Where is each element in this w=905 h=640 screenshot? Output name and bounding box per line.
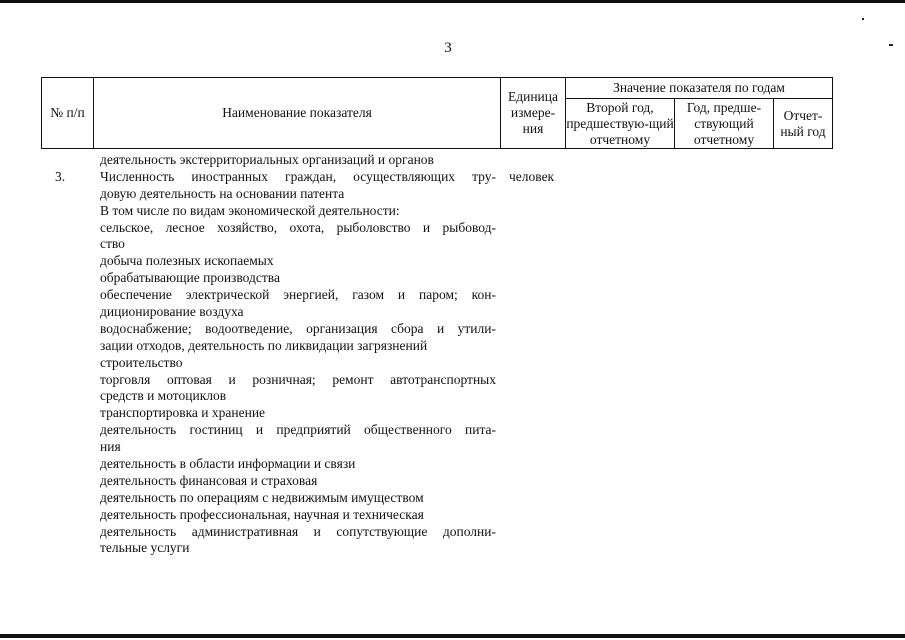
activity-line: средств и мотоциклов: [100, 388, 227, 404]
activity-line: деятельность финансовая и страховая: [100, 472, 318, 488]
unit-cell: человек: [509, 169, 555, 184]
row-number: 3.: [55, 169, 66, 184]
activity-line: деятельность профессиональная, научная и техническая: [100, 506, 424, 522]
activity-line: деятельность в области информации и связи: [100, 456, 356, 472]
top-border-line: [0, 0, 905, 3]
activity-line: водоснабжение; водоотведение, организация сбора и утили-: [100, 320, 496, 336]
activity-line: обрабатывающие производства: [100, 270, 280, 286]
activity-line: обеспечение электрической энергией, газом и паром; кон-: [100, 287, 496, 303]
activity-line: ство: [100, 236, 125, 252]
activity-line: деятельность административная и сопутствующие дополни-: [100, 523, 496, 539]
indicator-table-header: [41, 77, 833, 149]
continuation-line: деятельность экстерриториальных организаций и органов: [100, 152, 434, 167]
activity-line: ния: [100, 439, 121, 455]
column-header-values-group: Значение показателя по годам: [566, 78, 833, 99]
indicator-title-line: Численность иностранных граждан, осуществляющих тру-: [100, 168, 496, 184]
activity-line: деятельность гостиниц и предприятий общественного пита-: [100, 422, 496, 438]
column-header-name: Наименование показателя: [94, 78, 501, 149]
page-number: 3: [444, 40, 452, 56]
activity-line: торговля оптовая и розничная; ремонт автотранспортных: [100, 371, 496, 387]
column-header-year-2: Год, предше-ствующий отчетному: [675, 99, 774, 149]
column-header-unit: Единица измере-ния: [501, 78, 566, 149]
scan-speck: [889, 44, 893, 46]
column-header-number: № п/п: [42, 78, 94, 149]
activity-line: тельные услуги: [100, 540, 190, 556]
activity-line: зации отходов, деятельность по ликвидации загрязнений: [100, 337, 428, 353]
activity-line: транспортировка и хранение: [100, 405, 266, 421]
column-header-year-3: Отчет-ный год: [774, 99, 833, 149]
indicator-text: [100, 152, 496, 557]
activity-line: строительство: [100, 354, 183, 370]
bottom-border-line: [0, 634, 905, 638]
activity-line: диционирование воздуха: [100, 304, 244, 320]
scan-speck: [862, 18, 864, 20]
indicator-title-line: довую деятельность на основании патента: [100, 185, 345, 201]
activity-line: сельское, лесное хозяйство, охота, рыболовство и рыбовод-: [100, 219, 496, 235]
activity-line: деятельность по операциям с недвижимым имуществом: [100, 489, 424, 505]
activity-line: добыча полезных ископаемых: [100, 253, 274, 269]
activities-subheading: В том числе по видам экономической деятельности:: [100, 202, 400, 218]
column-header-year-1: Второй год, предшествую-щий отчетному: [566, 99, 674, 147]
